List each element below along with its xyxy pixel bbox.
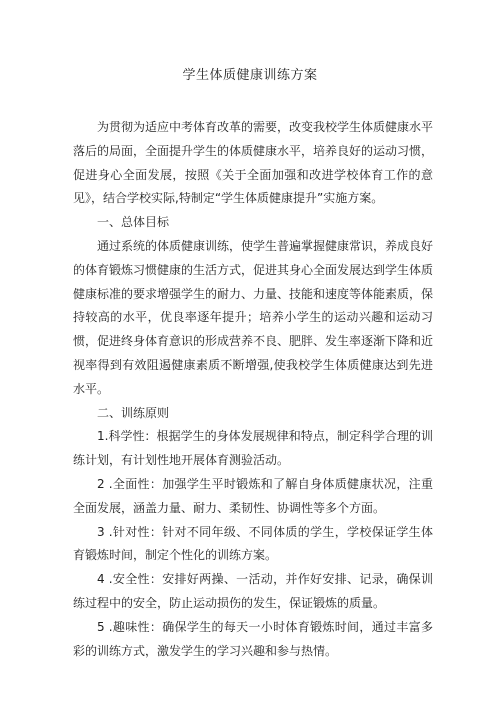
principle-item-safety: 4 .安全性：安排好两操、一活动，并作好安排、记录，确保训练过程中的安全，防止运动损伤的发生，保证锻炼的质量。 [73, 572, 433, 610]
document-title: 学生体质健康训练方案 [182, 68, 318, 83]
principle-item-scientific: 1.科学性：根据学生的身体发展规律和特点，制定科学合理的训练计划，有计划性地开展体育测验活动。 [73, 429, 433, 468]
principle-item-fun: 5 .趣味性：确保学生的每天一小时体育锻炼时间，通过丰富多彩的训练方式，激发学生的学习兴趣和参与热情。 [73, 619, 433, 658]
principle-item-targeted: 3 .针对性：针对不同年级、不同体质的学生，学校保证学生体育锻炼时间，制定个性化的训练方案。 [73, 524, 433, 563]
principle-item-comprehensive: 2 .全面性：加强学生平时锻炼和了解自身体质健康状况，注重全面发展，涵盖力量、耐力、柔韧性、协调性等多个方面。 [73, 476, 433, 515]
document-body [73, 116, 433, 663]
section-heading-goals: 一、总体目标 [97, 215, 170, 230]
section-heading-principles: 二、训练原则 [97, 405, 170, 420]
intro-paragraph: 为贯彻为适应中考体育改革的需要，改变我校学生体质健康水平落后的局面，全面提升学生的体质健康水平，培养良好的运动习惯，促进身心全面发展，按照《关于全面加强和改进学校体育工作的意见》，结合学校实际,特制定“学生体质健康提升”实施方案。 [73, 120, 434, 206]
goals-paragraph: 通过系统的体质健康训练，使学生普遍掌握健康常识，养成良好的体育锻炼习惯健康的生活方式，促进其身心全面发展达到学生体质健康标准的要求增强学生的耐力、力量、技能和速度等体能素质，保持较高的水平，优良率逐年提升；培养小学生的运动兴趣和运动习惯，促进终身体育意识的形成营养不良、肥胖、发生率逐渐下降和近视率得到有效阻遏健康素质不断增强,使我校学生体质健康达到先进水平。 [73, 238, 434, 396]
